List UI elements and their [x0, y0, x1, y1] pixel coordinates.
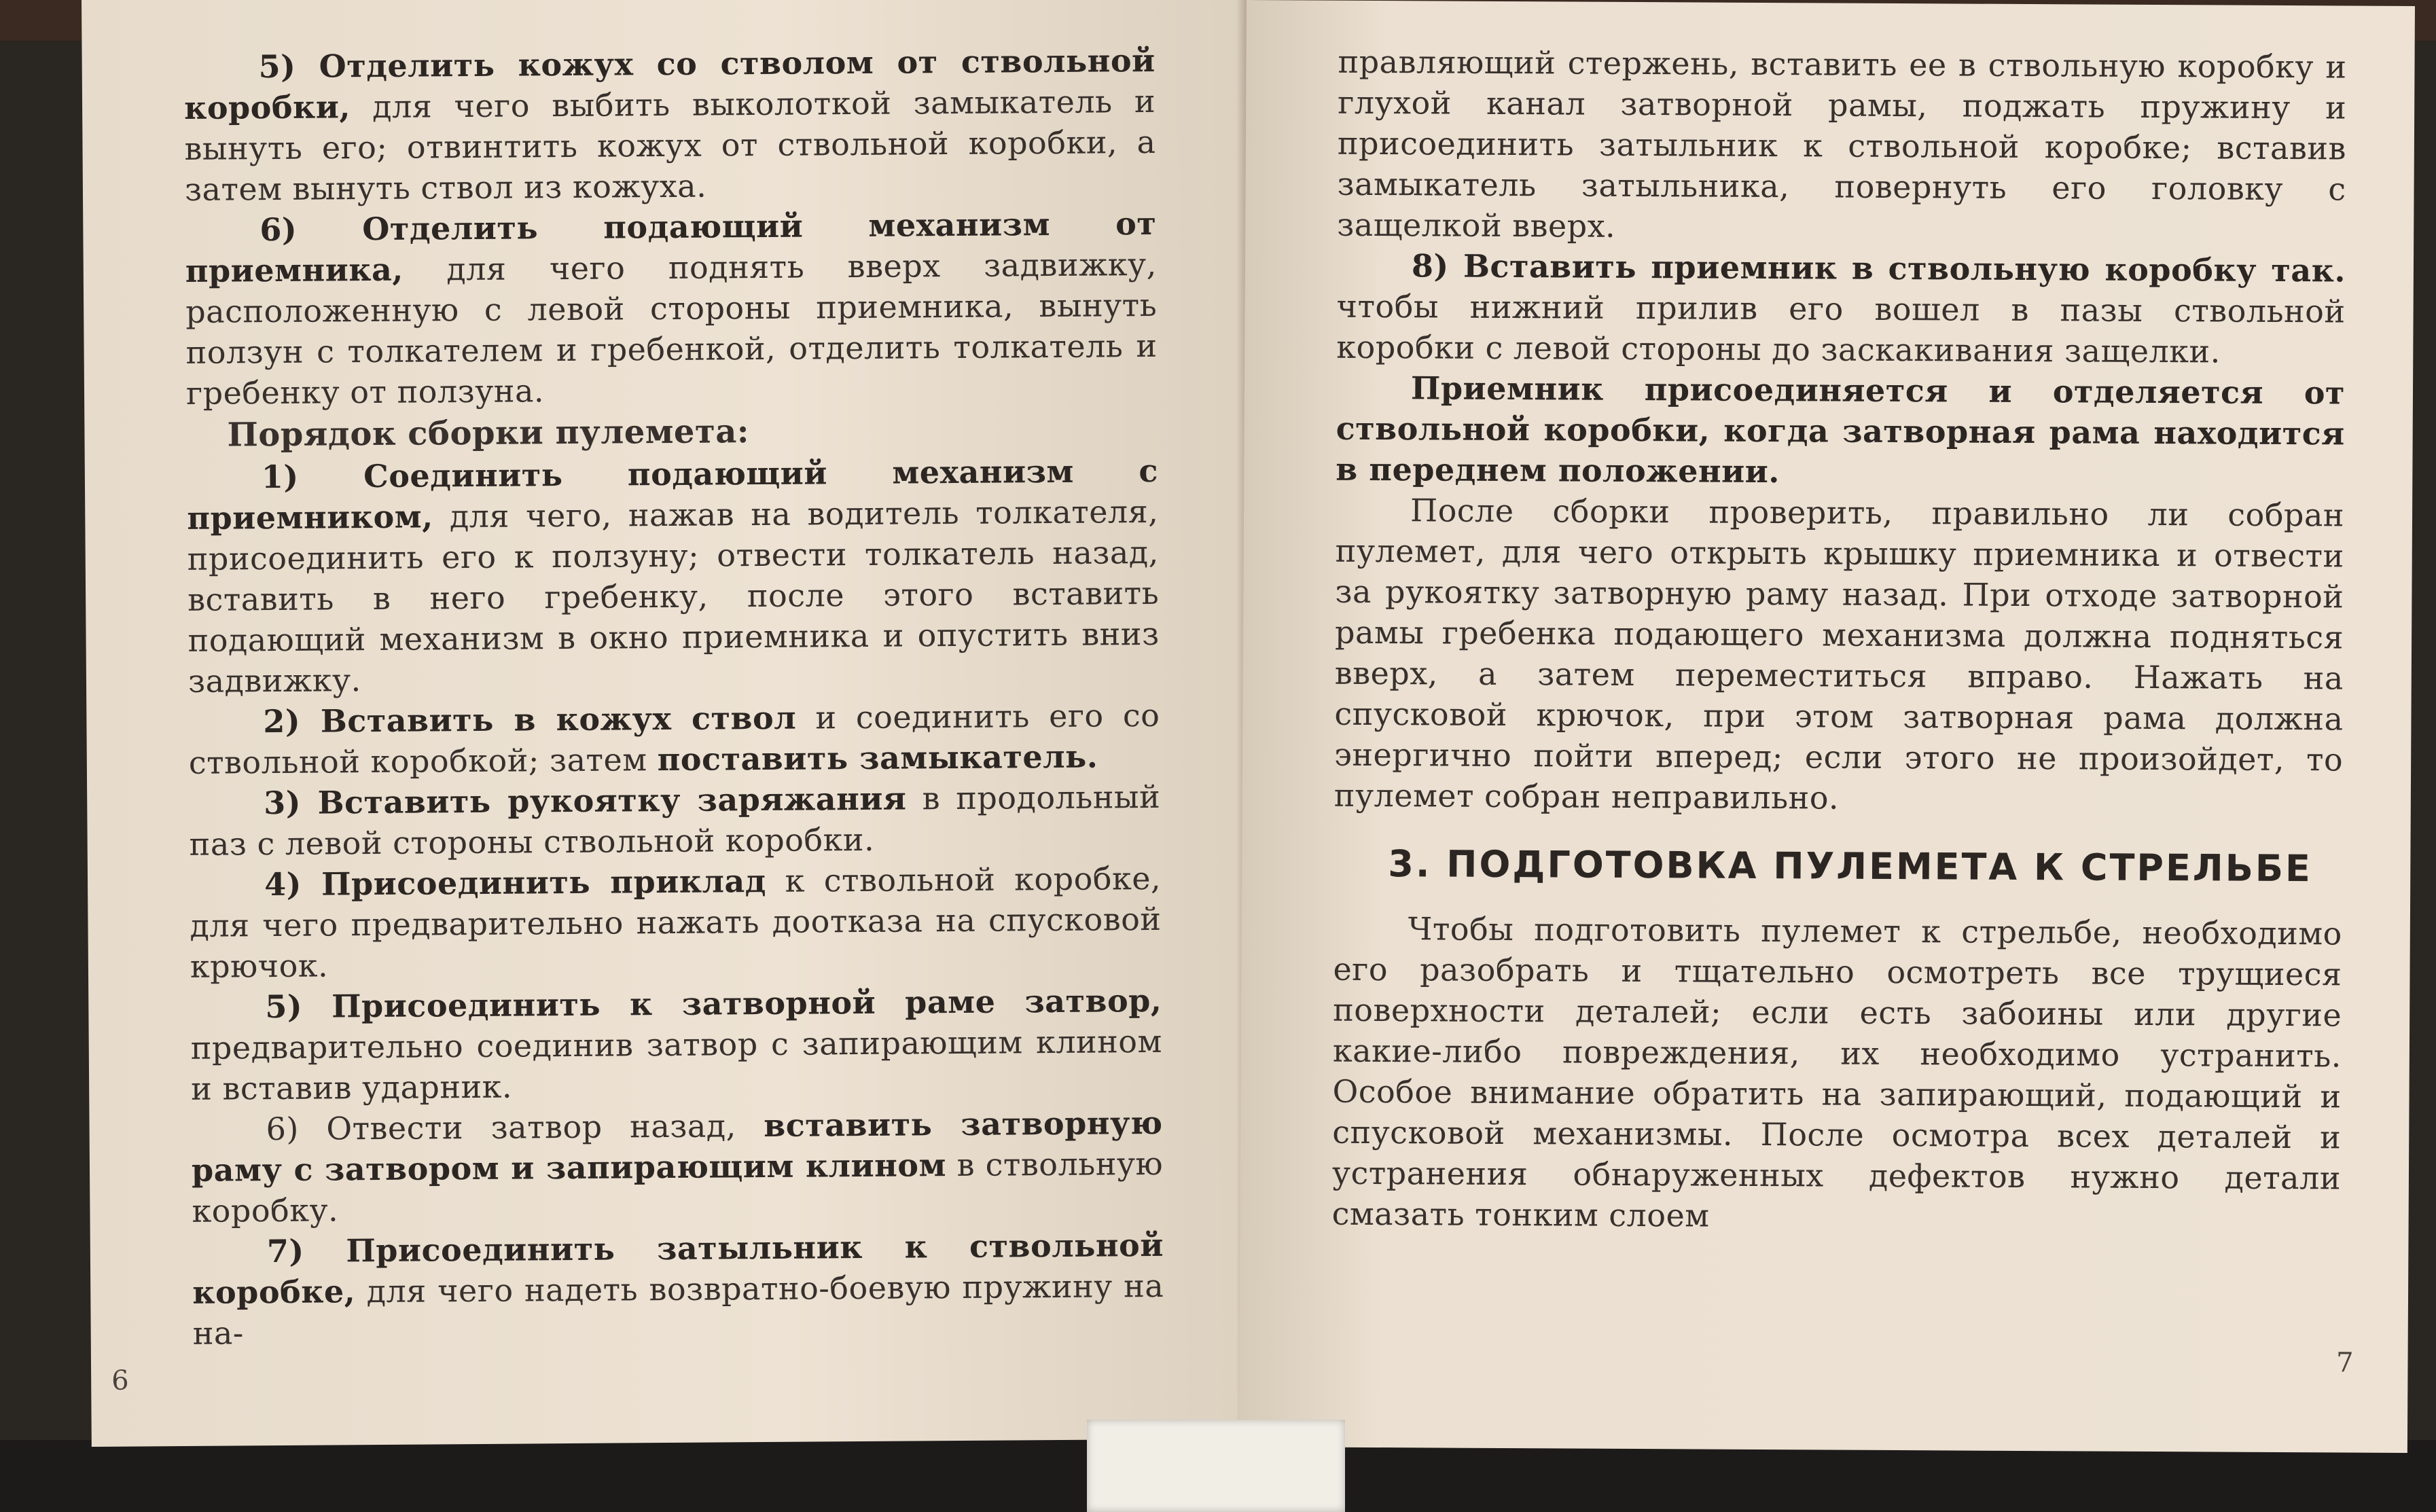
paragraph-assembly-step-1: 1) Соединить подающий механизм с приемником, для чего, нажав на водитель толкателя, присоединить его к ползуну; отвести толкатель назад, вставить в него гребенку, после этого вставить подающий механизм в окно приемника и опустить вниз задвижку.	[187, 452, 1160, 700]
paragraph-disassembly-step-6: 6) Отделить подающий механизм от приемника, для чего поднять вверх задвижку, расположенную с левой стороны приемника, вынуть ползун с толкателем и гребенкой, отделить толкатель и гребенку от ползуна.	[185, 204, 1158, 412]
assembly-order-heading: Порядок сборки пулемета:	[227, 412, 750, 454]
right-page	[1239, 0, 2415, 1453]
spine-tape	[1087, 1420, 1345, 1512]
page-number-right: 7	[2335, 1347, 2354, 1379]
paragraph-preparation: Чтобы подготовить пулемет к стрельбе, необходимо его разобрать и тщательно осмотреть все трущиеся поверхности деталей; если есть забоины или другие какие-либо повреждения, их необходимо устранить. Особое внимание обратить на запирающий, подающий и спусковой механизмы. После осмотра всех деталей и устранения обнаруженных дефектов нужно детали смазать тонким слоем	[1331, 910, 2342, 1234]
paragraph-assembly-step-8: 8) Вставить приемник в ствольную коробку так. чтобы нижний прилив его вошел в пазы ствольной коробки с левой стороны до заскакивания защелки.	[1336, 247, 2346, 370]
paragraph-assembly-step-6: 6) Отвести затвор назад, вставить затворную раму с затвором и запирающим клином в ствольную коробку.	[191, 1104, 1164, 1229]
left-page	[82, 0, 1260, 1447]
section-title: 3. ПОДГОТОВКА ПУЛЕМЕТА К СТРЕЛЬБЕ	[1388, 842, 2313, 890]
page-number-left: 6	[111, 1365, 129, 1397]
paragraph-assembly-step-3: 3) Вставить рукоятку заряжания в продольный паз с левой стороны ствольной коробки.	[189, 778, 1161, 863]
paragraph-assembly-check: После сборки проверить, правильно ли собран пулемет, для чего открыть крышку приемника и отвести за рукоятку затворную раму назад. При отходе затворной рамы гребенка подающего механизма должна подняться вверх, а затем переместиться вправо. Нажать на спусковой крючок, при этом затворная рама должна энергично пойти вперед; если этого не произойдет, то пулемет собран неправильно.	[1333, 492, 2345, 816]
paragraph-assembly-step-2: 2) Вставить в кожух ствол и соединить его со ствольной коробкой; затем поставить замыкатель.	[188, 696, 1160, 781]
paragraph-assembly-step-7: 7) Присоединить затыльник к ствольной коробке, для чего надеть возвратно-боевую пружину на на-	[192, 1226, 1164, 1352]
paragraph-disassembly-step-5: 5) Отделить кожух со стволом от ствольной коробки, для чего выбить выколоткой замыкатель и вынуть его; отвинтить кожух от ствольной коробки, а затем вынуть ствол из кожуха.	[183, 41, 1156, 208]
paragraph-continuation: правляющий стержень, вставить ее в ствольную коробку и глухой канал затворной рамы, поджать пружину и присоединить затыльник к ствольной коробке; вставив замыкатель затыльника, повернуть его головку с защелкой вверх.	[1337, 43, 2347, 245]
paragraph-assembly-step-4: 4) Присоединить приклад к ствольной коробке, для чего предварительно нажать доотказа на спусковой крючок.	[190, 859, 1162, 985]
paragraph-assembly-step-5: 5) Присоединить к затворной раме затвор, предварительно соединив затвор с запирающим клином и вставив ударник.	[190, 982, 1162, 1107]
paragraph-receiver-note: Приемник присоединяется и отделяется от ствольной коробки, когда затворная рама находится в переднем положении.	[1336, 370, 2346, 490]
